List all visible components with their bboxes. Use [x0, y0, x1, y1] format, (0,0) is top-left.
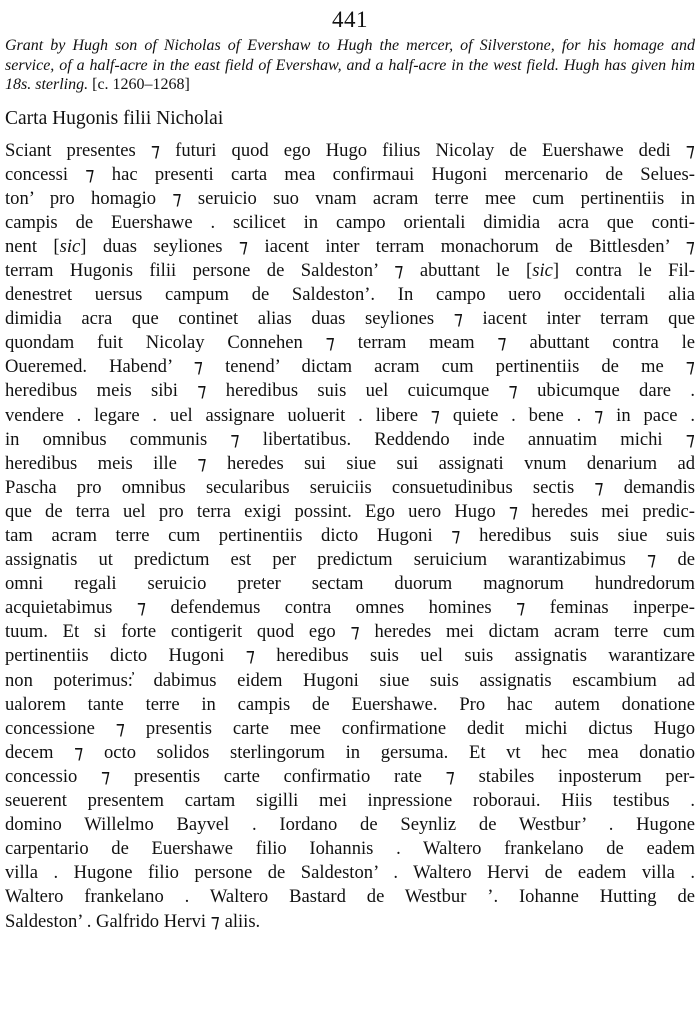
- charter-line: nent [sic] duas seyliones ⁊ iacent inter terram monachorum de Bittlesden’ ⁊: [5, 235, 695, 257]
- charter-body: [5, 139, 695, 934]
- charter-line: non poterimus:̓ dabimus eidem Hugoni siue suis assignatis escambium ad: [5, 669, 695, 691]
- document-page: [5, 8, 695, 934]
- charter-line: carpentario de Euershawe filio Iohannis . Waltero frankelano de eadem: [5, 838, 695, 860]
- charter-line: Saldeston’ . Galfrido Hervi ⁊ aliis.: [5, 910, 261, 932]
- charter-line: villa . Hugone filio persone de Saldeston’ . Waltero Hervi de eadem villa .: [5, 862, 695, 884]
- charter-title: Carta Hugonis filii Nicholai: [5, 107, 224, 129]
- summary-text: Grant by Hugh son of Nicholas of Evershaw to Hugh the mercer, of Silverstone, for his homage and service, of a half-acre in the east field of Evershaw, and a half-acre in the west field. Hugh has given him 18s. sterling.: [5, 37, 695, 93]
- charter-line: acquietabimus ⁊ defendemus contra omnes homines ⁊ feminas inperpe-: [5, 597, 695, 619]
- charter-line: assignatis ut predictum est per predictum seruicium warantizabimus ⁊ de: [5, 549, 695, 571]
- charter-line: vendere . legare . uel assignare uoluerit . libere ⁊ quiete . bene . ⁊ in pace .: [5, 404, 695, 426]
- charter-line: Sciant presentes ⁊ futuri quod ego Hugo filius Nicolay de Euershawe dedi ⁊: [5, 139, 695, 161]
- charter-line: concessi ⁊ hac presenti carta mea confirmaui Hugoni mercenario de Selues-: [5, 163, 695, 185]
- charter-line: ton’ pro homagio ⁊ seruicio suo vnam acram terre mee cum pertinentiis in: [5, 187, 695, 209]
- charter-line: domino Willelmo Bayvel . Iordano de Seynliz de Westbur’ . Hugone: [5, 814, 695, 836]
- charter-line: heredibus meis ille ⁊ heredes sui siue sui assignati vnum denarium ad: [5, 452, 695, 474]
- charter-line: pertinentiis dicto Hugoni ⁊ heredibus suis uel suis assignatis warantizare: [5, 645, 695, 667]
- charter-line: heredibus meis sibi ⁊ heredibus suis uel cuicumque ⁊ ubicumque dare .: [5, 380, 695, 402]
- charter-line: omni regali seruicio preter sectam duorum magnorum hundredorum: [5, 573, 695, 595]
- charter-line: Oueremed. Habend’ ⁊ tenend’ dictam acram cum pertinentiis de me ⁊: [5, 356, 695, 378]
- charter-line: Waltero frankelano . Waltero Bastard de Westbur ’. Iohanne Hutting de: [5, 886, 695, 908]
- charter-line: seuerent presentem cartam sigilli mei inpressione roboraui. Hiis testibus .: [5, 790, 695, 812]
- charter-line: ualorem tante terre in campis de Euershawe. Pro hac autem donatione: [5, 693, 695, 715]
- charter-line: decem ⁊ octo solidos sterlingorum in gersuma. Et vt hec mea donatio: [5, 741, 695, 763]
- charter-line: terram Hugonis filii persone de Saldeston’ ⁊ abuttant le [sic] contra le Fil-: [5, 259, 695, 281]
- charter-line: tuum. Et si forte contigerit quod ego ⁊ heredes mei dictam acram terre cum: [5, 621, 695, 643]
- charter-line: campis de Euershawe . scilicet in campo orientali dimidia acra que conti-: [5, 211, 695, 233]
- charter-line: tam acram terre cum pertinentiis dicto Hugoni ⁊ heredibus suis siue suis: [5, 525, 695, 546]
- charter-line: quondam fuit Nicolay Connehen ⁊ terram meam ⁊ abuttant contra le: [5, 332, 695, 354]
- charter-line: que de terra uel pro terra exigi possint. Ego uero Hugo ⁊ heredes mei predic-: [5, 500, 695, 522]
- charter-summary: [5, 36, 695, 95]
- charter-line: concessio ⁊ presentis carte confirmatio rate ⁊ stabiles inposterum per-: [5, 765, 695, 787]
- charter-line: dimidia acra que continet alias duas seyliones ⁊ iacent inter terram que: [5, 308, 695, 330]
- page-number: 441: [332, 7, 368, 32]
- charter-line: denestret uersus campum de Saldeston’. In campo uero occidentali alia: [5, 284, 695, 306]
- charter-line: concessione ⁊ presentis carte mee confirmatione dedit michi dictus Hugo: [5, 717, 695, 739]
- charter-line: in omnibus communis ⁊ libertatibus. Reddendo inde annuatim michi ⁊: [5, 428, 695, 450]
- charter-line: Pascha pro omnibus secularibus seruiciis consuetudinibus sectis ⁊ demandis: [5, 476, 695, 498]
- summary-date: [c. 1260–1268]: [92, 76, 190, 93]
